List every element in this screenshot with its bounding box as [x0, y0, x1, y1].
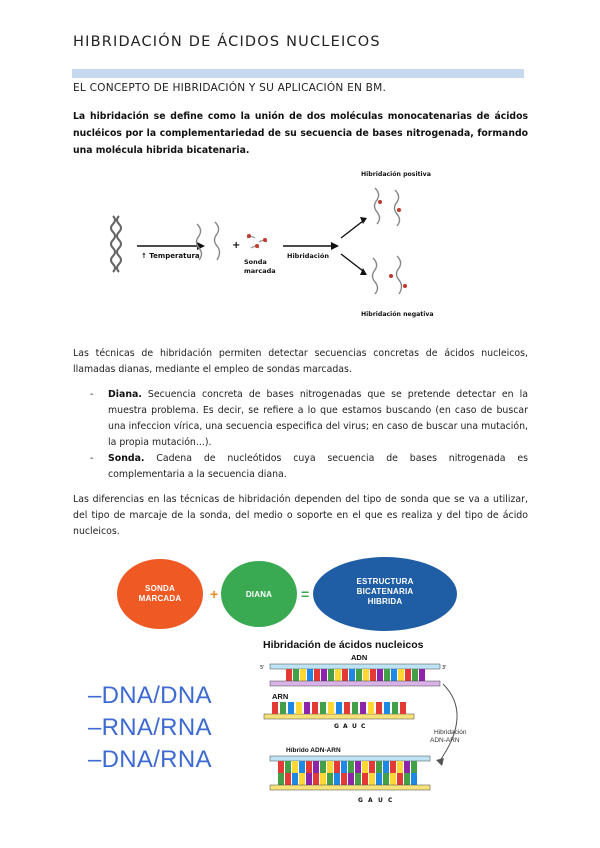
result-circle-label-3: HIBRIDA — [367, 597, 403, 606]
nucleic-acid-hybridization-diagram — [258, 636, 478, 811]
intro-paragraph: La hibridación se define como la unión de dos moléculas monocatenarias de ácidos nucléicos por la complementariedad de su secuencia de bases nitrogenada, formando una molécula hibrida bicatenaria. — [73, 111, 528, 156]
techniques-paragraph: Las técnicas de hibridación permiten detectar secuencias concretas de ácidos nucleicos, llamadas dianas, mediante el empleo de sondas marcadas. — [73, 348, 528, 375]
equation-plus: + — [210, 586, 219, 602]
hybrid-types-list — [88, 680, 212, 776]
hybridization-label: Hibridación — [287, 252, 329, 260]
base-a: A — [368, 797, 373, 804]
double-strand-dna-icon — [111, 216, 121, 272]
diagram2-title: Hibridación de ácidos nucleicos — [263, 639, 424, 651]
base-g: G — [334, 723, 339, 730]
list-item-sonda — [90, 451, 528, 483]
base-g: G — [358, 797, 363, 804]
hybridization-diagram — [105, 166, 445, 326]
adn-strand-icon — [260, 664, 447, 686]
probe-label-2: marcada — [244, 267, 276, 275]
hybrid-strand-icon — [270, 756, 430, 790]
probe-circle-label-2: MARCADA — [138, 594, 182, 603]
adn-label: ADN — [351, 653, 368, 662]
negative-result-icon — [373, 256, 402, 294]
hybridization-note-1: Hibridación — [434, 729, 467, 736]
temperature-label: ↑ Temperatura — [141, 252, 200, 260]
bullet-dash: - — [90, 389, 94, 400]
definition-sonda: Cadena de nucleótidos cuya secuencia de bases nitrogenada es complementaria a la secuencia diana. — [108, 453, 528, 480]
base-u: U — [378, 797, 383, 804]
base-c: C — [388, 797, 393, 804]
prime-3-label: 3' — [442, 665, 447, 671]
negative-label: Hibridación negativa — [361, 311, 434, 318]
differences-paragraph: Las diferencias en las técnicas de hibridación dependen del tipo de sonda que se va a utilizar, del tipo de marcaje de la sonda, del medio o soporte en el que es realiza y del tipo de ácido nucleicos. — [73, 494, 528, 537]
prime-5-label: 5' — [260, 665, 265, 671]
document-title: HIBRIDACIÓN DE ÁCIDOS NUCLEICOS — [73, 34, 381, 50]
arrow-negative — [341, 254, 363, 271]
hybrid-type-rna-rna: –RNA/RNA — [88, 714, 212, 741]
positive-result-icon — [375, 188, 400, 226]
hybridization-equation — [115, 556, 475, 632]
base-c: C — [361, 723, 366, 730]
equation-equals: = — [301, 586, 310, 602]
definitions-list — [90, 387, 528, 483]
probe-circle-label-1: SONDA — [145, 584, 175, 593]
arrow-head-icon — [331, 242, 339, 250]
hybrid-label: Híbrido ADN-ARN — [286, 747, 341, 754]
hybridization-note-2: ADN-ARN — [430, 737, 460, 744]
section-band — [72, 69, 524, 78]
term-diana: Diana. — [108, 389, 142, 400]
hybrid-type-dna-rna: –DNA/RNA — [88, 746, 212, 773]
result-circle-label-1: ESTRUCTURA — [356, 577, 414, 586]
base-u: U — [352, 723, 357, 730]
plus-sign: + — [232, 240, 241, 251]
arrow-head-icon — [436, 758, 444, 766]
term-sonda: Sonda. — [108, 453, 145, 464]
target-circle-label: DIANA — [245, 590, 273, 599]
hybrid-type-dna-dna: –DNA/DNA — [88, 682, 212, 709]
bullet-dash: - — [90, 453, 94, 464]
definition-diana: Secuencia concreta de bases nitrogenadas que se pretende detectar en la muestra problema. Es decir, se refiere a lo que estamos buscando (en caso de buscar una infeccion vírica, una secuencia especifica del virus; en caso de buscar una mutación, la propia mutación...). — [108, 389, 528, 448]
labeled-probe-icon — [247, 234, 267, 248]
section-title: EL CONCEPTO DE HIBRIDACIÓN Y SU APLICACIÓN EN BM. — [73, 82, 387, 94]
single-strands-icon — [197, 222, 220, 260]
probe-label-1: Sonda — [244, 258, 267, 266]
positive-label: Hibridación positiva — [361, 171, 431, 178]
base-a: A — [343, 723, 348, 730]
arn-strand-icon — [264, 702, 414, 719]
arn-label: ARN — [272, 692, 289, 701]
hybridization-arrow-icon — [439, 684, 457, 762]
arrow-positive — [341, 221, 363, 238]
list-item-diana — [90, 387, 528, 451]
result-circle-label-2: BICATENARIA — [356, 587, 414, 596]
